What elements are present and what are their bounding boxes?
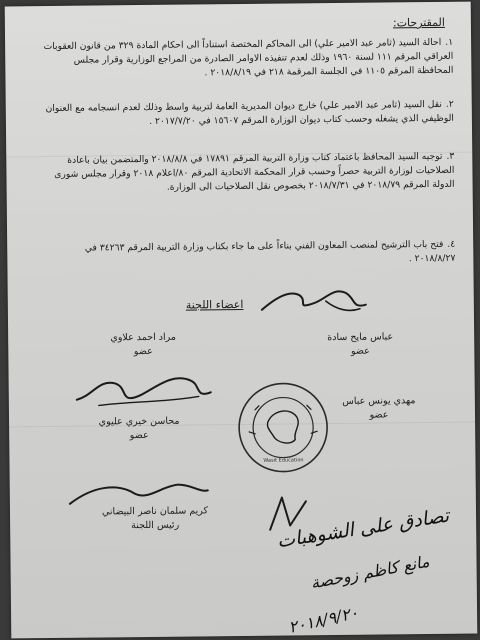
proposal-item-3 (44, 150, 454, 196)
proposal-text: فتح باب الترشيح لمنصب المعاون الفني بناءاً على ما جاء بكتاب وزارة التربية المرقم ٣٤٢٦٣ في ٢٠١٨/٨/٢٧ . (84, 238, 456, 265)
member-role: عضو (129, 429, 149, 442)
member-name: محاسن خيري عليوي (98, 415, 180, 428)
proposal-item-4 (45, 238, 455, 270)
proposal-text: نقل السيد (ثامر عبد الامير علي) خارج ديوان المديرية العامة لتربية واسط وذلك لعدم انسجامه مع العنوان الوظيفي الذي يشغله وحسب كتاب ديوان الوزارة المرقم ١٥٦٠٧ في ٢٠١٧/٧/٢٠ . (45, 98, 454, 127)
proposal-number: ٤. (447, 238, 456, 250)
member-name: كريم سلمان ناصر البيضاني (101, 505, 209, 518)
member-name: مراد احمد علاوي (110, 331, 177, 344)
handwritten-endorsement-line1: تصادق على الشوهبات (275, 504, 451, 553)
member-name: مهدي يونس عباس (342, 395, 416, 407)
committee-title: اعضاء اللجنة (185, 297, 244, 312)
handwritten-date: ٢٠١٨/٩/٢٠ (286, 602, 361, 637)
proposal-text: احالة السيد (ثامر عبد الامير علي) الى المحاكم المختصة استناداً الى احكام المادة ٣٢٩ من قانون العقوبات العراقي المرقم ١١١ لسنة ١٩٦٠ وذلك لعدم تنفيذه الاوامر الصادرة من المراجع الوزارية وقرار مجلس المحافظة المرقم ١١٠٥ في الجلسة المرقمة ٢١٨ في ٢٠١٨/٨/١٩ . (43, 36, 454, 78)
proposal-item-1 (43, 36, 453, 82)
member-role: عضو (133, 345, 153, 358)
proposals-heading: المقترحات: (392, 15, 445, 30)
document-page (5, 2, 478, 639)
member-role: عضو (350, 345, 370, 357)
member-name: عباس مايح سادة (327, 331, 394, 344)
member-2 (68, 330, 218, 360)
signature-member-1 (256, 279, 376, 324)
member-role: عضو (369, 409, 389, 421)
stamp-text: Wasit Education (263, 457, 304, 464)
member-chairman (70, 504, 240, 534)
member-4 (59, 414, 219, 444)
member-role: رئيس اللجنة (131, 519, 180, 532)
signature-member-4 (68, 364, 219, 416)
proposal-item-2 (44, 98, 454, 130)
proposal-number: ١. (445, 36, 454, 48)
handwritten-endorsement-line2: مانع كاظم زوحصة (309, 551, 431, 593)
proposal-number: ٣. (446, 150, 455, 162)
member-1 (290, 330, 430, 359)
proposal-number: ٢. (445, 98, 454, 110)
proposal-text: توجيه السيد المحافظ باعتماد كتاب وزارة التربية المرقم ١٧٨٩١ في ٢٠١٨/٨/٨ والمتضمن بيان باعادة الصلاحيات لوزارة التربية حصراً وحسب قرار المحكمة الاتحادية المرقم ٨٠/اعلام ٢٠١٨ وقرار مجلس شورى الدولة المرقم ٢٠١٨/٧٩ في ٢٠١٨/٧/٣١ بخصوص نقل الصلاحيات الى الوزارة. (54, 150, 455, 193)
